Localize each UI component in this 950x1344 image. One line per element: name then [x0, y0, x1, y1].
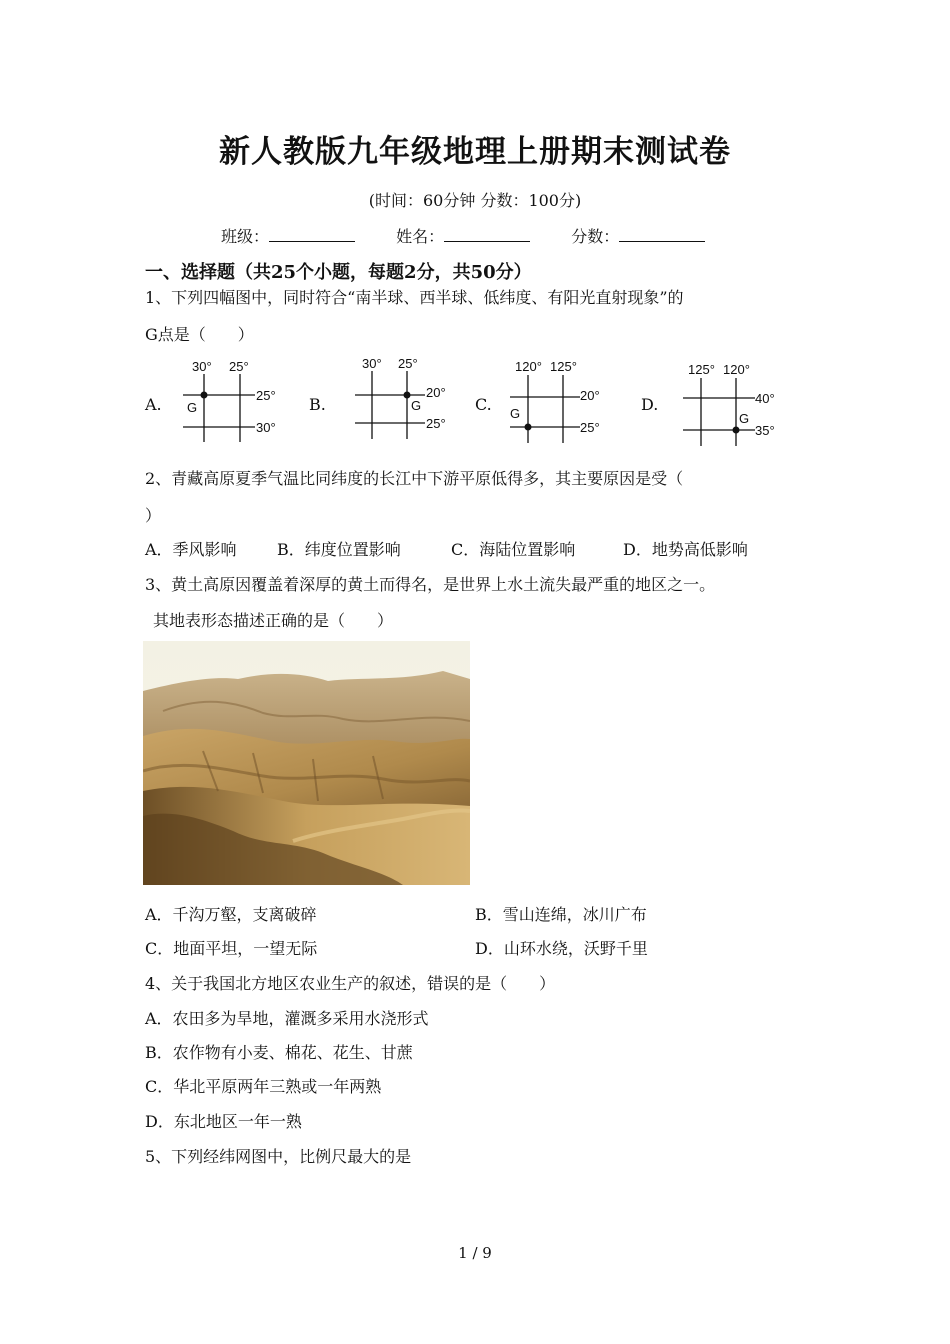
q1c-g-label: G	[510, 406, 521, 421]
q1b-point-g	[404, 392, 411, 399]
q1b-top-label-1: 30°	[362, 356, 382, 371]
q2-option-c: C．海陆位置影响	[451, 540, 576, 559]
question-1-text: 1、下列四幅图中，同时符合“南半球、西半球、低纬度、有阳光直射现象”的	[145, 288, 684, 307]
q1c-right-label-1: 20°	[580, 388, 600, 403]
exam-info: (时间：60分钟 分数：100分)	[368, 191, 582, 210]
q1d-top-label-1: 125°	[688, 362, 715, 377]
class-label: 班级：	[221, 227, 270, 246]
q1d-right-label-2: 35°	[755, 423, 775, 438]
q1d-point-g	[733, 427, 740, 434]
score-blank[interactable]	[619, 225, 705, 242]
q1b-g-label: G	[411, 398, 422, 413]
q1-option-c-label: C.	[475, 395, 492, 414]
q1-option-a-label: A.	[145, 395, 162, 414]
question-4-text: 4、关于我国北方地区农业生产的叙述，错误的是（ ）	[145, 974, 556, 993]
q4-option-b: B．农作物有小麦、棉花、花生、甘蔗	[145, 1043, 413, 1062]
q4-option-c: C．华北平原两年三熟或一年两熟	[145, 1077, 382, 1096]
q1b-right-label-1: 20°	[426, 385, 446, 400]
class-blank[interactable]	[269, 225, 355, 242]
student-fields	[221, 224, 705, 247]
page-title: 新人教版九年级地理上册期末测试卷	[219, 134, 731, 170]
q1d-g-label: G	[739, 411, 750, 426]
score-label: 分数：	[571, 227, 620, 246]
q1a-point-g	[201, 392, 208, 399]
q1-option-c-diagram	[505, 355, 615, 445]
question-1-text-cont: G点是（ ）	[145, 325, 254, 344]
q1a-right-label-1: 25°	[256, 388, 276, 403]
q1a-g-label: G	[187, 400, 198, 415]
q1a-top-label-2: 25°	[229, 359, 249, 374]
question-5-text: 5、下列经纬网图中，比例尺最大的是	[145, 1147, 412, 1166]
q1c-point-g	[525, 424, 532, 431]
q1a-right-label-2: 30°	[256, 420, 276, 435]
q1-option-d-diagram	[680, 358, 790, 450]
q3-option-b: B．雪山连绵，冰川广布	[475, 905, 647, 924]
q1b-right-label-2: 25°	[426, 416, 446, 431]
q1c-top-label-2: 125°	[550, 359, 577, 374]
section-heading: 一、选择题（共25个小题，每题2分，共50分）	[145, 262, 532, 283]
q1-option-a-diagram	[180, 355, 290, 450]
q2-option-d: D．地势高低影响	[623, 540, 748, 559]
q3-option-a: A．千沟万壑，支离破碎	[145, 905, 317, 924]
question-2-text: 2、青藏高原夏季气温比同纬度的长江中下游平原低得多，其主要原因是受（	[145, 469, 684, 488]
q4-option-d: D．东北地区一年一熟	[145, 1112, 302, 1131]
q2-option-a: A．季风影响	[145, 540, 237, 559]
q1-option-b-diagram	[350, 355, 460, 445]
q1a-top-label-1: 30°	[192, 359, 212, 374]
q1d-top-label-2: 120°	[723, 362, 750, 377]
q1-option-d-label: D.	[641, 395, 659, 414]
q1-option-b-label: B.	[309, 395, 326, 414]
question-3-text: 3、黄土高原因覆盖着深厚的黄土而得名，是世界上水土流失最严重的地区之一。	[145, 575, 716, 594]
q1d-right-label-1: 40°	[755, 391, 775, 406]
question-2-text-cont: ）	[145, 506, 162, 525]
q2-option-b: B．纬度位置影响	[277, 540, 401, 559]
loess-plateau-photo	[143, 641, 470, 885]
q1c-right-label-2: 25°	[580, 420, 600, 435]
q1b-top-label-2: 25°	[398, 356, 418, 371]
q4-option-a: A．农田多为旱地，灌溉多采用水浇形式	[145, 1009, 429, 1028]
name-label: 姓名：	[396, 227, 445, 246]
question-3-text-cont: 其地表形态描述正确的是（ ）	[153, 611, 394, 630]
page-number: 1 / 9	[458, 1244, 492, 1262]
q1c-top-label-1: 120°	[515, 359, 542, 374]
q3-option-d: D．山环水绕，沃野千里	[475, 939, 648, 958]
name-blank[interactable]	[444, 225, 530, 242]
q3-option-c: C．地面平坦，一望无际	[145, 939, 318, 958]
